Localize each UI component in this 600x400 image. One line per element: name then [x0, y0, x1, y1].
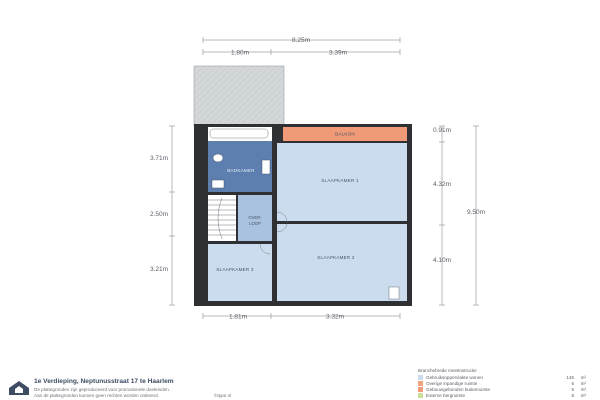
legend-label: Gebruiksoppervlakte wonen — [426, 374, 483, 380]
legend-value: 8 — [571, 392, 574, 398]
legend-label: Overige inpandige ruimte — [426, 380, 478, 386]
room-label-badkamer: BADKAMER — [227, 168, 255, 173]
dim-right-lower: 4.10m — [432, 257, 452, 264]
dim-left-upper: 3.71m — [149, 155, 169, 162]
closet — [389, 287, 399, 299]
right-dimensions — [433, 126, 485, 305]
legend-swatch — [418, 375, 423, 380]
left-dimensions — [150, 126, 175, 305]
legend-value: 145 — [566, 374, 574, 380]
room-label-balkon: BALKON — [335, 131, 355, 137]
legend-title: Branchebrede meetinstructie — [418, 368, 477, 373]
legend-unit: m² — [580, 392, 586, 398]
legend-unit: m² — [580, 386, 586, 392]
legend-unit: m² — [580, 374, 586, 380]
legend-swatch — [418, 381, 423, 386]
legend-label: Gebouwgebonden buitenruimte — [426, 386, 491, 392]
footer-line-1: De plattegronden zijn geproduceerd voor promotionele doeleinden. — [34, 387, 171, 392]
legend-swatch — [418, 387, 423, 392]
bottom-dimensions — [203, 313, 400, 321]
legend-row — [418, 393, 588, 399]
dim-left-lower: 3.21m — [149, 266, 169, 273]
roof-terrace — [194, 66, 284, 126]
legend-value: 5 — [571, 386, 574, 392]
left-wall — [198, 128, 206, 301]
bathtub-icon — [210, 129, 268, 138]
dim-top-right: 3.39m — [328, 49, 348, 57]
dim-top-left: 1.80m — [230, 49, 250, 57]
house-logo-icon — [8, 380, 30, 396]
dim-right-total: 9.50m — [466, 209, 486, 216]
room-label-overloop-1: OVER- — [248, 215, 262, 220]
room-label-overloop-2: LOOP — [249, 221, 261, 226]
dim-bottom-right: 3.32m — [325, 313, 345, 321]
dim-right-upper: 4.32m — [432, 181, 452, 188]
footer-title: 1e Verdieping, Neptunusstraat 17 te Haarlem — [34, 378, 174, 385]
legend-unit: m² — [580, 380, 586, 386]
legend-value: 6 — [571, 380, 574, 386]
room-label-slaapkamer2: SLAAPKAMER 2 — [317, 255, 355, 260]
top-dimensions — [203, 37, 400, 57]
dim-top-total: 8.25m — [291, 37, 311, 44]
staircase — [208, 195, 236, 241]
legend-swatch — [418, 393, 423, 398]
room-label-slaapkamer3: SLAAPKAMER 3 — [216, 267, 254, 272]
footer-line-2: Aan de plattegronden kunnen geen rechten worden ontleend. — [34, 393, 159, 398]
footer-credit: ©Ippe.nl — [214, 393, 232, 398]
slaapkamer2-area — [277, 224, 407, 301]
dim-right-balcony: 0.91m — [432, 127, 452, 134]
dim-left-middle: 2.50m — [149, 211, 169, 218]
legend-label: Externe bergruimte — [426, 392, 466, 398]
slaapkamer3-area — [208, 244, 272, 301]
dim-bottom-left: 1.81m — [228, 313, 248, 321]
room-label-slaapkamer1: SLAAPKAMER 1 — [321, 178, 359, 183]
